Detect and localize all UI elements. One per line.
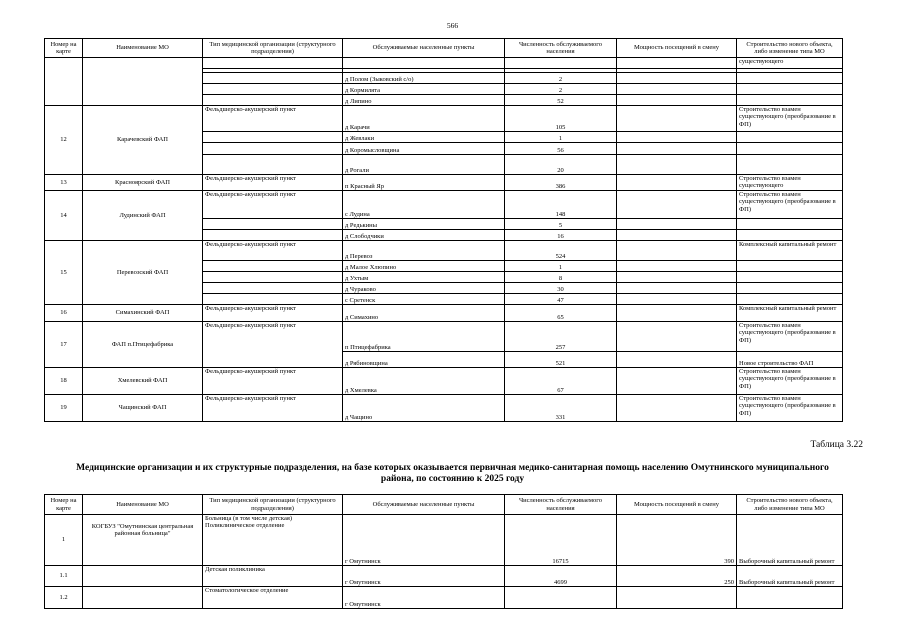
table-row [45,106,843,132]
cell-point: д Коромысловщина [343,143,505,155]
cell-power: 390 [617,515,737,566]
header-points: Обслуживаемые населенные пункты [343,495,505,515]
cell-name: Карачевский ФАП [83,106,203,175]
cell-name: Хмелевский ФАП [83,368,203,395]
cell-name [83,566,203,587]
cell-power [617,368,737,395]
table-row [45,175,843,191]
cell-name: КОГБУЗ "Омутнинская центральная районная больница" [83,515,203,566]
cell-population: 47 [505,294,617,305]
header-population: Численность обслуживаемого населения [505,39,617,58]
cell-population: 1 [505,261,617,272]
cell-point: д Чащино [343,395,505,422]
cell-population: 1 [505,132,617,143]
cell-power: 250 [617,566,737,587]
cell-type: Стоматологическое отделение [203,587,343,609]
header-power: Мощность посещений в смену [617,39,737,58]
cell-power [617,305,737,322]
cell-construction: Выборочный капитальный ремонт [737,515,843,566]
cell-construction: Строительство взамен существующего (преобразование в ФП) [737,368,843,395]
cell-point: г Омутнинск [343,587,505,609]
cell-point: д Рябиновщина [343,352,505,368]
cell-name: ФАП п.Птицефабрика [83,322,203,368]
cell-point: д Рогали [343,155,505,175]
cell-population: 2 [505,84,617,95]
cell-type: Детская поликлиника [203,566,343,587]
cell-construction: Строительство взамен существующего [737,175,843,191]
cell-population: 20 [505,155,617,175]
cell-population: 65 [505,305,617,322]
cell-power [617,175,737,191]
cell-type: Фельдшерско-акушерский пункт [203,106,343,132]
cell-population: 16 [505,230,617,241]
header-construction: Строительство нового объекта, либо изменение типа МО [737,495,843,515]
cell-power [617,395,737,422]
header-construction: Строительство нового объекта, либо изменение типа МО [737,39,843,58]
table-label: Таблица 3.22 [810,440,863,450]
cell-type [203,58,343,69]
cell-construction: Строительство взамен существующего (преобразование в ФП) [737,191,843,219]
cell-point: д Перевоз [343,241,505,261]
cell-point: д Симахино [343,305,505,322]
cell-population: 5 [505,219,617,230]
cell-point: д Малое Хлюпино [343,261,505,272]
cell-num: 18 [45,368,83,395]
cell-point: п Птицефабрика [343,322,505,352]
cell-num [45,58,83,106]
cell-name: Перевозский ФАП [83,241,203,305]
table-row [45,191,843,219]
header-type: Тип медицинской организации (структурного подразделения) [203,495,343,515]
cell-construction: Строительство взамен существующего (преобразование в ФП) [737,322,843,352]
cell-construction: существующего [737,58,843,69]
header-num: Номер на карте [45,39,83,58]
table-row [45,587,843,609]
cell-power [617,322,737,352]
organizations-table [44,494,843,609]
cell-population: 524 [505,241,617,261]
cell-num: 17 [45,322,83,368]
cell-point: г Омутнинск [343,515,505,566]
cell-num: 14 [45,191,83,241]
table-row [45,395,843,422]
cell-population: 56 [505,143,617,155]
cell-point: с Сретенск [343,294,505,305]
cell-name: Лудинский ФАП [83,191,203,241]
table-row [45,58,843,69]
cell-population: 67 [505,368,617,395]
cell-num: 1.1 [45,566,83,587]
table-row [45,305,843,322]
cell-power [617,587,737,609]
cell-point: д Жевлаки [343,132,505,143]
cell-population [505,58,617,69]
cell-construction: Новое строительство ФАП [737,352,843,368]
header-name: Наименование МО [83,495,203,515]
cell-type: Фельдшерско-акушерский пункт [203,241,343,261]
cell-population [505,587,617,609]
cell-type: Фельдшерско-акушерский пункт [203,191,343,219]
cell-num: 1.2 [45,587,83,609]
cell-population: 8 [505,272,617,283]
cell-power [617,352,737,368]
table-title: Медицинские организации и их структурные подразделения, на базе которых оказывается первичная медико-санитарная помощь населению Омутнинского муниципального района, по состоянию к 2025 году [76,463,829,484]
cell-construction: Строительство взамен существующего (преобразование в ФП) [737,395,843,422]
cell-power [617,241,737,261]
cell-point: с Лудина [343,191,505,219]
table-row [45,566,843,587]
cell-point: д Слободчики [343,230,505,241]
cell-power [617,106,737,132]
cell-construction: Комплексный капитальный ремонт [737,305,843,322]
cell-point: д Ухтым [343,272,505,283]
cell-name [83,58,203,106]
cell-power [617,191,737,219]
cell-point: д Липино [343,95,505,106]
cell-name: Симахинский ФАП [83,305,203,322]
cell-power [617,58,737,69]
cell-point: д Кормилята [343,84,505,95]
cell-population: 4699 [505,566,617,587]
table-row [45,515,843,566]
cell-point: п Красный Яр [343,175,505,191]
cell-point: г Омутнинск [343,566,505,587]
cell-population: 257 [505,322,617,352]
header-name: Наименование МО [83,39,203,58]
table-row [45,322,843,352]
cell-point: д Чураково [343,283,505,294]
cell-type: Фельдшерско-акушерский пункт [203,305,343,322]
cell-num: 19 [45,395,83,422]
cell-num: 12 [45,106,83,175]
cell-population: 521 [505,352,617,368]
cell-population: 52 [505,95,617,106]
cell-num: 15 [45,241,83,305]
cell-name: Чащинский ФАП [83,395,203,422]
cell-point: д Редькины [343,219,505,230]
cell-population: 16715 [505,515,617,566]
header-population: Численность обслуживаемого населения [505,495,617,515]
header-type: Тип медицинской организации (структурного подразделения) [203,39,343,58]
cell-num: 1 [45,515,83,566]
cell-type: Больница (в том числе детская) Поликлиническое отделение [203,515,343,566]
header-power: Мощность посещений в смену [617,495,737,515]
cell-point: д Карачи [343,106,505,132]
organizations-table-continued [44,38,843,422]
cell-num: 13 [45,175,83,191]
cell-population: 30 [505,283,617,294]
cell-population: 105 [505,106,617,132]
cell-point [343,58,505,69]
cell-population: 386 [505,175,617,191]
table-row [45,241,843,261]
cell-num: 16 [45,305,83,322]
table-header-row [45,39,843,58]
cell-population: 331 [505,395,617,422]
table-row [45,368,843,395]
cell-point: д Хмелевка [343,368,505,395]
cell-type: Фельдшерско-акушерский пункт [203,395,343,422]
cell-construction: Комплексный капитальный ремонт [737,241,843,261]
cell-population: 148 [505,191,617,219]
cell-construction: Строительство взамен существующего (преобразование в ФП) [737,106,843,132]
cell-population: 2 [505,73,617,84]
cell-name [83,587,203,609]
cell-type: Фельдшерско-акушерский пункт [203,368,343,395]
page-number: 566 [446,21,459,30]
cell-construction: Выборочный капитальный ремонт [737,566,843,587]
cell-point: д Полом (Зыковский с/о) [343,73,505,84]
header-points: Обслуживаемые населенные пункты [343,39,505,58]
cell-name: Красноярский ФАП [83,175,203,191]
table-header-row [45,495,843,515]
cell-construction [737,587,843,609]
cell-type: Фельдшерско-акушерский пункт [203,175,343,191]
header-num: Номер на карте [45,495,83,515]
cell-type: Фельдшерско-акушерский пункт [203,322,343,368]
